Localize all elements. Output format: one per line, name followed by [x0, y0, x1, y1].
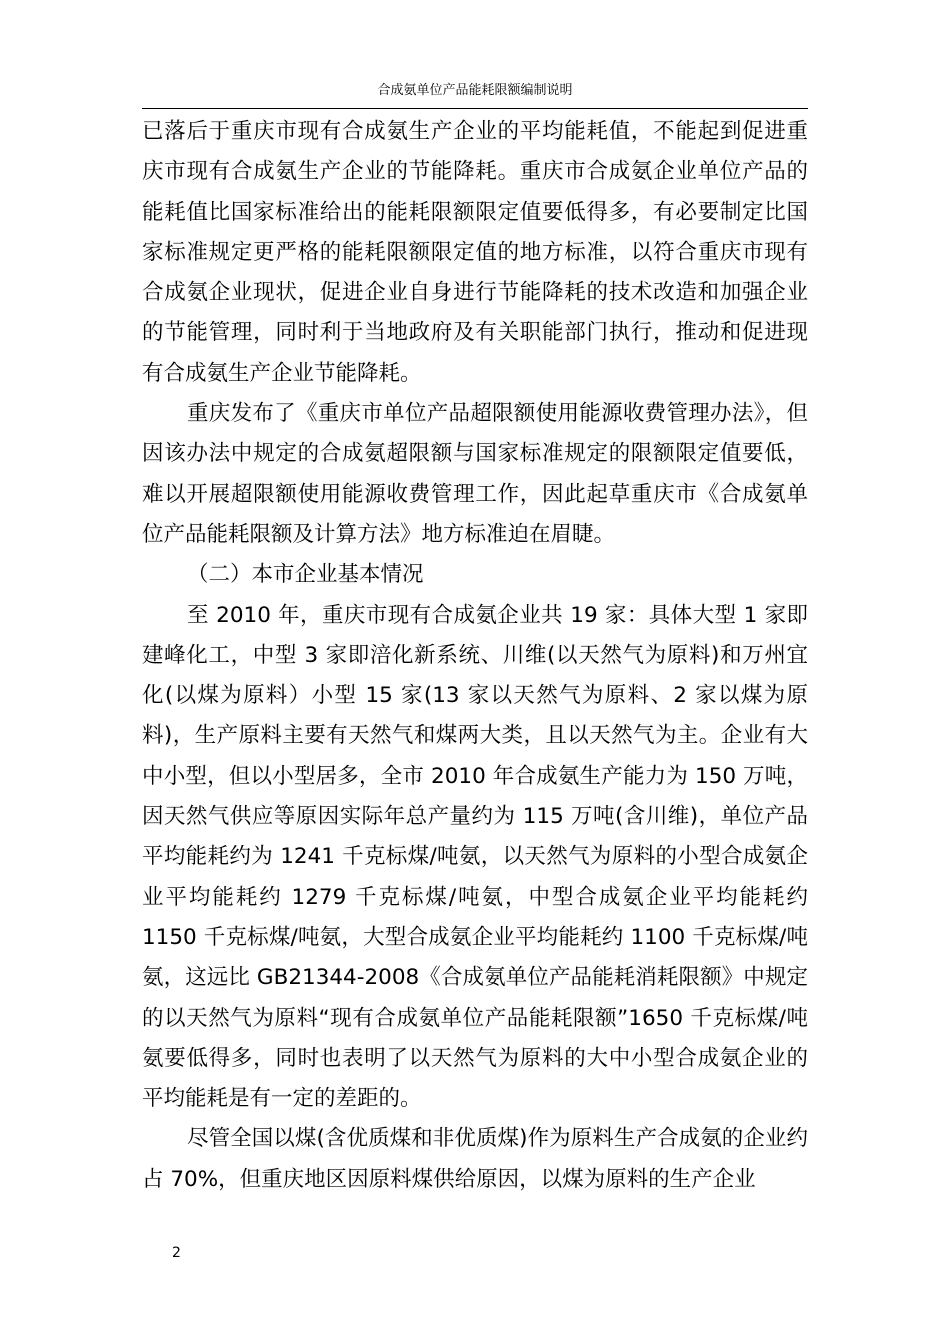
paragraph-enterprise-statistics: 至 2010 年，重庆市现有合成氨企业共 19 家：具体大型 1 家即建峰化工，中型 3 家即涪化新系统、川维(以天然气为原料)和万州宜化(以煤为原料）小型 15 家(13 家以天然气为原料、2 家以煤为原料)，生产原料主要有天然气和煤两大类，且以天然气为主。企业有大中小型，但以小型居多，全市 2010 年合成氨生产能力为 150 万吨，因天然气供应等原因实际年总产量约为 115 万吨(含川维)，单位产品平均能耗约为 1241 千克标煤/吨氨，以天然气为原料的小型合成氨企业平均能耗约 1279 千克标煤/吨氨，中型合成氨企业平均能耗约 1150 千克标煤/吨氨，大型合成氨企业平均能耗约 1100 千克标煤/吨氨，这远比 GB21344-2008《合成氨单位产品能耗消耗限额》中规定的以天然气为原料“现有合成氨单位产品能耗限额”1650 千克标煤/吨氨要低得多，同时也表明了以天然气为原料的大中小型合成氨企业的平均能耗是有一定的差距的。	[142, 602, 808, 1112]
header-divider	[142, 108, 808, 109]
paragraph-coal-feedstock: 尽管全国以煤(含优质煤和非优质煤)作为原料生产合成氨的企业约占 70%，但重庆地区因原料煤供给原因，以煤为原料的生产企业	[142, 1126, 808, 1192]
page-header-title: 合成氨单位产品能耗限额编制说明	[377, 83, 573, 98]
paragraph-continuation: 已落后于重庆市现有合成氨生产企业的平均能耗值，不能起到促进重庆市现有合成氨生产企业的节能降耗。重庆市合成氨企业单位产品的能耗值比国家标准给出的能耗限额限定值要低得多，有必要制定比国家标准规定更严格的能耗限额限定值的地方标准，以符合重庆市现有合成氨企业现状，促进企业自身进行节能降耗的技术改造和加强企业的节能管理，同时利于当地政府及有关职能部门执行，推动和促进现有合成氨生产企业节能降耗。	[142, 119, 808, 386]
page-number: 2	[172, 1245, 181, 1261]
paragraph-chongqing-regulation: 重庆发布了《重庆市单位产品超限额使用能源收费管理办法》，但因该办法中规定的合成氨超限额与国家标准规定的限额限定值要低，难以开展超限额使用能源收费管理工作，因此起草重庆市《合成氨单位产品能耗限额及计算方法》地方标准迫在眉睫。	[142, 401, 808, 547]
document-body	[142, 112, 808, 1200]
section-heading-enterprise-overview: （二）本市企业基本情况	[187, 562, 424, 588]
